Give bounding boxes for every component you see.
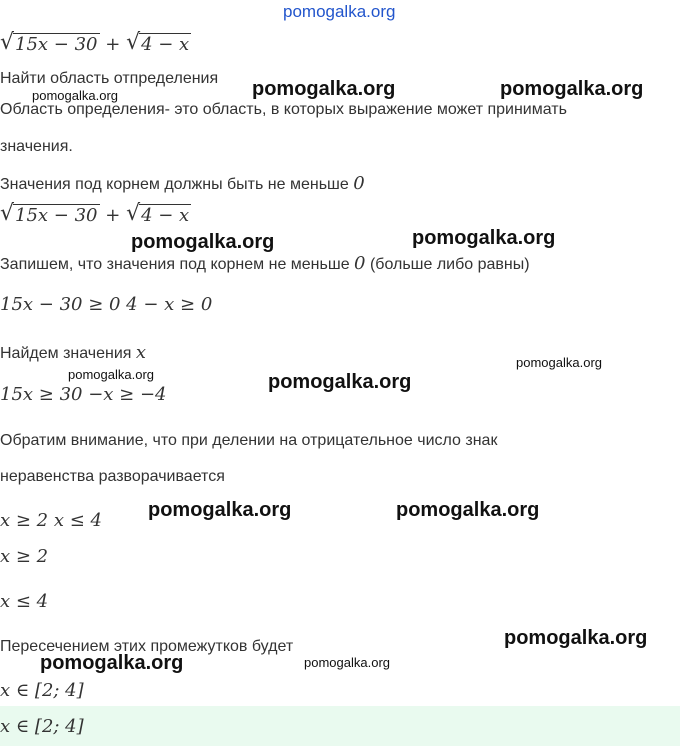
intersection-line: Пересечением этих промежутков будет bbox=[0, 638, 294, 655]
watermark[interactable]: pomogalka.org bbox=[412, 227, 556, 249]
inequality-system-1: 15x − 30 ≥ 0 4 − x ≥ 0 bbox=[0, 294, 213, 315]
expression-repeat bbox=[0, 205, 191, 226]
find-variable: x bbox=[135, 342, 147, 363]
watermark[interactable]: pomogalka.org bbox=[268, 371, 412, 393]
watermark-top[interactable]: pomogalka.org bbox=[283, 2, 396, 21]
watermark[interactable]: pomogalka.org bbox=[68, 367, 154, 382]
rule-zero: 0 bbox=[353, 173, 365, 194]
radicand-1: 15x − 30 bbox=[15, 34, 98, 55]
find-text: Найдем значения bbox=[0, 345, 132, 362]
watermark[interactable]: pomogalka.org bbox=[32, 88, 118, 103]
write-line bbox=[0, 253, 530, 274]
radicand-2: 4 − x bbox=[141, 34, 190, 55]
inequality-system-2: 15x ≥ 30 −x ≥ −4 bbox=[0, 384, 167, 405]
rule-text: Значения под корнем должны быть не меньше bbox=[0, 176, 349, 193]
write-paren: (больше либо равны) bbox=[369, 256, 530, 273]
inequality-x-ge-2: x ≥ 2 bbox=[0, 546, 49, 567]
result-interval: x ∈ [2; 4] bbox=[0, 680, 84, 701]
radicand-2-repeat: 4 − x bbox=[141, 205, 190, 226]
note-line-1: Обратим внимание, что при делении на отрицательное число знак bbox=[0, 432, 498, 449]
find-line bbox=[0, 342, 146, 363]
watermark[interactable]: pomogalka.org bbox=[500, 78, 644, 100]
inequality-x-le-4: x ≤ 4 bbox=[0, 591, 49, 612]
watermark[interactable]: pomogalka.org bbox=[396, 499, 540, 521]
watermark[interactable]: pomogalka.org bbox=[131, 231, 275, 253]
watermark[interactable]: pomogalka.org bbox=[148, 499, 292, 521]
expression-top bbox=[0, 34, 191, 55]
rule-line bbox=[0, 173, 365, 194]
radicand-1-repeat: 15x − 30 bbox=[15, 205, 98, 226]
inequality-system-3: x ≥ 2 x ≤ 4 bbox=[0, 510, 102, 531]
watermark[interactable]: pomogalka.org bbox=[40, 652, 184, 674]
write-zero: 0 bbox=[354, 253, 366, 274]
watermark[interactable]: pomogalka.org bbox=[304, 655, 390, 670]
watermark[interactable]: pomogalka.org bbox=[516, 355, 602, 370]
plus-sign: + bbox=[105, 34, 121, 55]
watermark[interactable]: pomogalka.org bbox=[504, 627, 648, 649]
plus-sign-repeat: + bbox=[105, 205, 121, 226]
definition-line-2: значения. bbox=[0, 138, 73, 155]
answer-interval: x ∈ [2; 4] bbox=[0, 716, 84, 737]
definition-line-1: Область определения- это область, в которых выражение может принимать bbox=[0, 101, 567, 118]
task-heading: Найти область отпределения bbox=[0, 70, 219, 87]
note-line-2: неравенства разворачивается bbox=[0, 468, 225, 485]
write-text: Запишем, что значения под корнем не меньше bbox=[0, 256, 350, 273]
answer-box bbox=[0, 706, 680, 746]
watermark[interactable]: pomogalka.org bbox=[252, 78, 396, 100]
